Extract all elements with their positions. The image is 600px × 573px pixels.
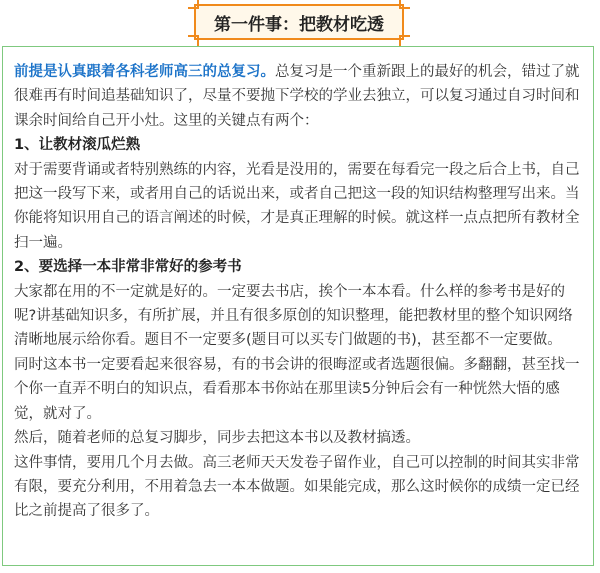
title-badge bbox=[194, 4, 404, 40]
section1-heading: 1、让教材滚瓜烂熟 bbox=[14, 137, 141, 154]
section2-paragraph: 大家都在用的不一定就是好的。一定要去书店，挨个一本本看。什么样的参考书是好的呢?讲基础知识多，有所扩展，并且有很多原创的知识整理，能把教材里的整个知识网络清晰地展示给你看。题目不一定要多(题目可以买专门做题的书)，甚至都不一定要做。 bbox=[14, 283, 573, 349]
corner-ornament bbox=[188, 0, 199, 9]
corner-ornament bbox=[399, 0, 410, 9]
corner-ornament bbox=[188, 35, 199, 46]
section2-heading: 2、要选择一本非常非常好的参考书 bbox=[14, 259, 242, 276]
corner-ornament bbox=[399, 35, 410, 46]
page-title: 第一件事：把教材吃透 bbox=[214, 14, 384, 35]
section2-paragraph: 然后，随着老师的总复习脚步，同步去把这本书以及教材搞透。 bbox=[14, 430, 420, 447]
section2-paragraph: 这件事情，要用几个月去做。高三老师天天发卷子留作业，自己可以控制的时间其实非常有限，要充分利用，不用着急去一本本做题。如果能完成，那么这时候你的成绩一定已经比之前提高了很多了。 bbox=[14, 454, 580, 520]
section1-body: 对于需要背诵或者特别熟练的内容，光看是没用的，需要在每看完一段之后合上书，自己把这一段写下来，或者用自己的话说出来，或者自己把这一段的知识结构整理写出来。当你能将知识用自己的语言阐述的时候，才是真正理解的时候。就这样一点点把所有教材全扫一遍。 bbox=[14, 161, 580, 251]
intro-paragraph bbox=[14, 60, 586, 133]
intro-text: 总复习是一个重新跟上的最好的机会，错过了就很难再有时间追基础知识了，尽量不要抛下学校的学业去独立，可以复习通过自习时间和课余时间给自己开小灶。这里的关键点有两个： bbox=[14, 64, 580, 129]
intro-lead: 前提是认真跟着各科老师高三的总复习。 bbox=[14, 64, 275, 80]
section2-paragraph: 同时这本书一定要看起来很容易，有的书会讲的很晦涩或者选题很偏。多翻翻，甚至找一个你一直弄不明白的知识点，看看那本书你站在那里读5分钟后会有一种恍然大悟的感觉，就对了。 bbox=[14, 356, 580, 422]
article-body bbox=[14, 60, 586, 524]
